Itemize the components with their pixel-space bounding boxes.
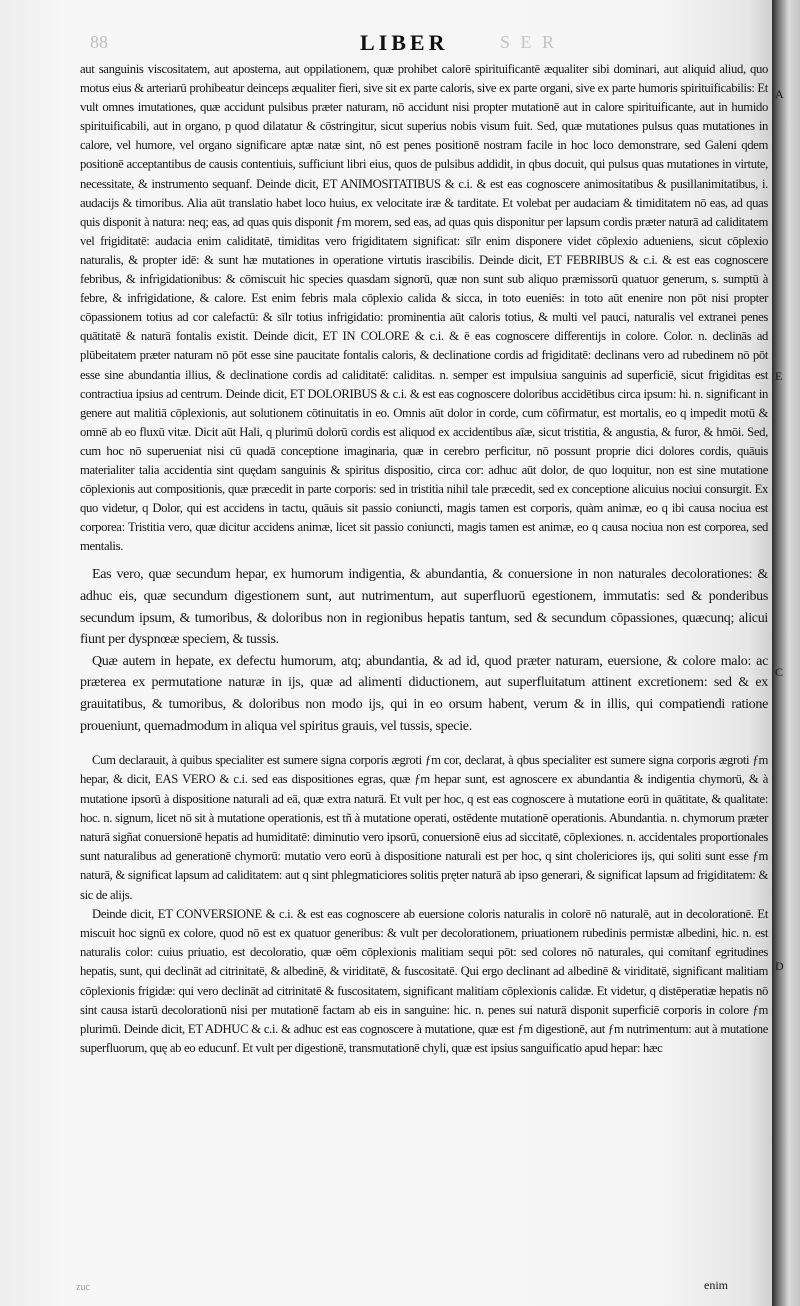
translation-paragraph-2 xyxy=(80,651,768,737)
margin-letter: A xyxy=(775,87,784,101)
margin-letter: E xyxy=(775,369,783,383)
paragraph-text: aut sanguinis viscositatem, aut apostema, aut oppilationem, quæ prohibet calorē spirituificantē æqualiter sibi dominari, aut aliquid aliud, quo motus eius & arteriarū prohibeatur deinceps æqualiter fieri, sive sit ex parte caloris, sive ex parte organi, sive ex parte humoris spirituificabilis: Et vult omnes imutationes, quæ accidunt pulsibus præter naturam, nō accidunt nisi propter mutationē aut in calore spirituificante, aut in humido spirituificabili, aut in organo, p quod dilatatur & cōstringitur, sicut superius nobis visum fuit. Sed, quæ mutationes pulsus quas mutationes in calore, vel humore, vel organo significare aptæ natæ sint, nō est penes positionē nostram facile in hoc loco demonstrare, sed Galeni qdem positionē acceptantibus de causis contentiuis, sufficiunt libri eius, quos de pulsibus addidit, in qbus docuit, qui pulsus quas mutationes in virtute, necessitate, & instrumento sequanf. Deinde dicit, ET ANIMOSITATIBUS & c.i. & est eas cognoscere animositatibus & pusillanimitatibus, i. audacijs & timoribus. Alia aūt translatio habet loco huius, ex velocitate iræ & tarditate. Et volebat per audaciam & timiditatem nō eas, ad quas quis disponit à natura: neq; eas, ad quas quis disponit ƒm morem, sed eas, ad quas quis disponitur per lapsum cordis præter naturā ad caliditatem vel frigiditatē: audacia enim caliditatē, timiditas vero frigiditatem significat: sīlr enim disponere videt cōplexio adueniens, sicut cōplexio naturalis, & propter idē: & sunt hæ mutationes in operatione virtutis irascibilis. Deinde dicit, ET FEBRIBUS & c.i. & est eas cognoscere febribus, & infrigidationibus: & cōmiscuit hic species quasdam signorū, quæ non sunt sub aliquo præmissorū quatuor generum, s. sumptū à febre, & infrigidatione, & calore. Est enim febris mala cōplexio calida & sicca, in toto eueniēs: in toto aūt enenire non pōt nisi propter cōpassionem totius ad cor calefactū: & sīlr totius infrigidatio: prominentia aūt caloris totius, & multi vel pauci, naturalis vel extranei penes quātitatē & naturā fontalis existit. Deinde dicit, ET IN COLORE & c.i. & ē eas cognoscere differentijs in colore. Color. n. declinās ad plūbeitatem præter naturam nō pōt esse sine paucitate fontalis caloris, & declinatione cordis ad frigiditatē: declinans vero ad rubedinem nō pōt esse sine abundantia illius, & declinatione cordis ad caliditatē: caliditas. n. semper est impulsiua sanguinis ad superficiē, sicut frigiditas est contractiua ipsius ad centrum. Deinde dicit, ET DOLORIBUS & c.i. & est eas cognoscere doloribus accidētibus circa ipsum: hi. n. significant in genere aut malitiā cōplexionis, aut solutionem cōtinuitatis in eo. Omnis aūt dolor in corde, cum cōfirmatur, est mortalis, eo q impedit motū & omnē ab eo fluxū vitæ. Dicit aūt Hali, q plurimū dolorū cordis est aliquod ex accidentibus aīæ, sicut tristitia, & angustia, & furor, & hmōi. Sed, cum hoc nō superueniat nisi cū quadā conceptione imaginaria, quæ in cerebro perficitur, nō possunt proprie dici dolores cordis, quāuis materialiter talia accidentia sint quędam sanguinis & spiritus dispositio, circa cor: adhuc aūt dolor, de quo loquitur, non est sine mutatione cōplexionis aut compositionis, quæ præcedit in parte corporis: sed in tristitia nihil tale præcedit, sed ex conceptione alicuius nociui consurgit. Ex quo videtur, q Dolor, qui est accidens in tactu, quāuis sit passio coniuncti, magis tamen est corporis, quàm animæ, eo q ibi causa nociua est corporea: Tristitia vero, quæ dicitur accidens animæ, licet sit passio coniuncti, magis tamen est animæ, eo q causa nociua non est corporea, sed mentalis. xyxy=(80,62,768,554)
page-header xyxy=(80,30,700,54)
paragraph-text: Cum declarauit, à quibus specialiter est sumere signa corporis ægroti ƒm cor, declarat, à qbus specialiter est sumere signa corporis ægroti ƒm hepar, & dicit, EAS VERO & c.i. sed eas dispositiones egras, quæ ƒm hepar sunt, est agnoscere ex abundantia & indigentia chymorū, & à mutatione ipsorū à dispositione naturali ad eā, quæ extra naturā. Et vult per hoc, q est eas cognoscere à mutatione eorū in quātitate, & qualitate: hoc. n. signum, licet nō sit à mutatione operationis, est tñ à mutatione operati, ostēdente mutationē operationis. Abundantia. n. chymorum præter naturā sigñat conuersionē hepatis ad humiditatē: diminutio vero ipsorū, conuersionē eius ad siccitatē, cōplexiones. n. accidentales proportionales sunt naturalibus ad generationē chymorū: mutatio vero eorū à dispositione naturali est per hoc, q sint cholericiores ijs, qui soliti sunt esse ƒm naturā, & significat lapsum ad caliditatem: aut q sint phlegmaticiores solitis pręter naturā ab ipso generari, & significat lapsum ad frigiditatem: & sic de alijs. xyxy=(80,753,768,902)
show-through-text: S E R xyxy=(500,32,558,52)
margin-letter: C xyxy=(775,665,784,679)
commentary-paragraph-3 xyxy=(80,905,768,1059)
translation-paragraph-1 xyxy=(80,564,768,650)
paragraph-text: Quæ autem in hepate, ex defectu humorum, atq; abundantia, & ad id, quod præter naturam, euersione, & colore malo: ac præterea ex permutatione naturæ in ijs, quæ ad alimenti diductionem, aut superfluitatum attinent excretionem: sed & ex grauitatibus, & tumoribus, & doloribus non modo ijs, qui in eo orsum habent, verum & in illis, qui compatiendi ratione proueniunt, quemadmodum in aliqua vel spiritus grauis, vel tussis, specie. xyxy=(80,653,768,734)
facing-page-edge xyxy=(772,0,800,1306)
running-head: LIBER xyxy=(360,30,449,55)
margin-letter: D xyxy=(775,959,784,973)
main-text-column xyxy=(80,60,768,1058)
catchword: enim xyxy=(704,1278,728,1292)
paragraph-text: Eas vero, quæ secundum hepar, ex humorum indigentia, & abundantia, & conuersione in non naturales decolorationes: & adhuc eis, quæ secundum digestionem sunt, aut nutrimentum, aut superfluorū egestionem, immutatis: sed & ponderibus secundum ipsum, & tumoribus, & doloribus non in regionibus hepatis tantum, sed & secundum cōpassiones, quæcunq; alicui fiunt per dyspnœæ speciem, & tussis. xyxy=(80,567,768,648)
signature-mark: zuc xyxy=(76,1282,90,1293)
commentary-paragraph-1 xyxy=(80,60,768,556)
commentary-paragraph-2 xyxy=(80,751,768,905)
page-number: 88 xyxy=(90,32,108,52)
paragraph-text: Deinde dicit, ET CONVERSIONE & c.i. & est eas cognoscere ab euersione coloris naturalis in colorē nō naturalē, aut in decolorationē. Et miscuit hoc signū ex colore, quod nō est ex quatuor generibus: & vult per decolorationem, priuationem rubedinis permistæ albedini, hic. n. est naturalis color: cuius priuatio, est decoloratio, quæ oēm cōplexionis malitiam sequi pōt: sed colores nō naturales, qui comitanf egritudines hepatis, sunt, qui declināt ad citrinitatē, & albedinē, & viriditatē, & fuscositatē. Qui ergo declinant ad albedinē & viriditatē, significant malitiam cōplexionis frigidæ: qui vero declināt ad citrinitatē & fuscositatem, significant malitiam cōplexionis calidæ. Et videtur, q distēperatiæ hepatis nō sint causa istarū decolorationū nisi per mutationē factam ab eis in sanguine: hic. n. penes sui naturā disponit superficiē corporis in colore ƒm plurimū. Deinde dicit, ET ADHUC & c.i. & adhuc est eas cognoscere à mutatione, quæ est ƒm digestionē, aut ƒm nutrimentum: aut à mutatione superfluorum, quę ab eo educunf. Et vult per digestionē, transmutationē chyli, quæ est ipsius sanguificatio apud hepar: hæc xyxy=(80,906,768,1056)
